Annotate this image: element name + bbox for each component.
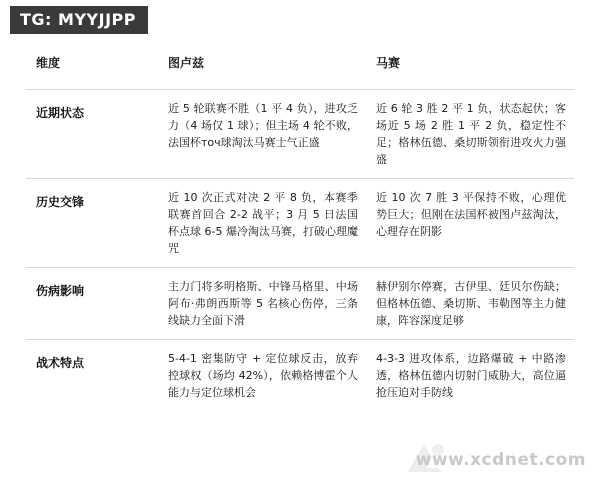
table-header [26,38,574,89]
table-row [26,267,574,339]
cell-toulouse-recent-form: 近 5 轮联赛不胜（1 平 4 负），进攻乏力（4 场仅 1 球）；但主场 4 轮不败，法国杯точ球淘汰马赛士气正盛 [168,101,358,149]
column-header-dimension: 维度 [26,38,158,89]
cell-marseille-injuries: 赫伊别尔停赛，古伊里、廷贝尔伤缺；但格林伍德、桑切斯、韦勒图等主力健康，阵容深度足够 [376,279,566,328]
table-row [26,340,574,412]
telegram-banner: TG: MYYJJPP [10,6,148,34]
cell-marseille-tactics: 4-3-3 进攻体系，边路爆破 + 中路渗透，格林伍德内切射门威胁大，高位逼抢压迫对手防线 [376,352,566,400]
table-body [26,89,574,411]
row-label-recent-form: 近期状态 [36,105,85,120]
cell-marseille-head-to-head: 近 10 次 7 胜 3 平保持不败，心理优势巨大；但刚在法国杯被图卢兹淘汰，心理存在阴影 [376,190,566,238]
table-row [26,89,574,178]
column-header-marseille: 马赛 [366,38,574,89]
comparison-sheet [26,38,574,468]
cell-toulouse-tactics: 5-4-1 密集防守 + 定位球反击，放弃控球权（场均 42%），依赖格博霍个人能力与定位球机会 [168,352,358,400]
watermark-text: www.xcdnet.com [415,450,586,470]
comparison-table [26,38,574,411]
cell-toulouse-injuries: 主力门将多明格斯、中锋马格里、中场阿布·弗朗西斯等 5 名核心伤停，三条线缺力全面下滑 [168,279,358,328]
row-label-head-to-head: 历史交锋 [36,194,85,209]
table-row [26,178,574,267]
cell-marseille-recent-form: 近 6 轮 3 胜 2 平 1 负，状态起伏；客场近 5 场 2 胜 1 平 2 负，稳定性不足；格林伍德、桑切斯领衔进攻火力强盛 [376,101,566,166]
cell-toulouse-head-to-head: 近 10 次正式对决 2 平 8 负，本赛季联赛首回合 2-2 战平；3 月 5 日法国杯点球 6-5 爆冷淘汰马赛，打破心理魔咒 [168,190,358,255]
row-label-tactics: 战术特点 [36,356,85,371]
column-header-toulouse: 图卢兹 [158,38,366,89]
row-label-injuries: 伤病影响 [36,283,85,298]
table-header-row [26,38,574,89]
